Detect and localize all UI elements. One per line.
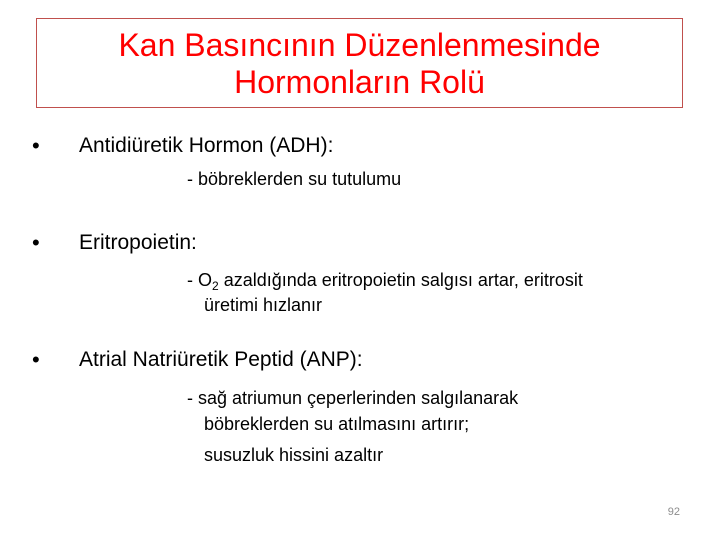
bullet-anp — [32, 346, 363, 374]
bullet-marker: • — [32, 347, 40, 372]
anp-description-line-2: böbreklerden su atılmasını artırır; — [204, 414, 470, 434]
bullet-marker: • — [32, 230, 40, 255]
bullet-heading-adh: Antidiüretik Hormon (ADH): — [79, 134, 334, 157]
adh-description: - böbreklerden su tutulumu — [187, 169, 402, 189]
page-number: 92 — [667, 506, 680, 518]
bullet-heading-anp: Atrial Natriüretik Peptid (ANP): — [79, 348, 363, 371]
bullet-heading-eritropoietin: Eritropoietin: — [79, 231, 197, 254]
eritropoietin-prefix: - O — [187, 270, 212, 290]
slide-title-line-2: Hormonların Rolü — [234, 64, 485, 100]
eritropoietin-suffix: azaldığında eritropoietin salgısı artar, eritrosit — [218, 270, 583, 290]
eritropoietin-description-line-2: üretimi hızlanır — [204, 295, 323, 315]
eritropoietin-description-line-1 — [187, 268, 583, 292]
anp-description-line-1: - sağ atriumun çeperlerinden salgılanarak — [187, 388, 519, 408]
bullet-marker: • — [32, 133, 40, 158]
bullet-eritropoietin — [32, 229, 197, 257]
anp-description-line-3: susuzluk hissini azaltır — [204, 445, 384, 465]
slide-title-line-1: Kan Basıncının Düzenlenmesinde — [118, 27, 601, 63]
slide-title-box — [36, 18, 683, 108]
bullet-adh — [32, 132, 333, 160]
oxygen-subscript: 2 — [212, 279, 219, 293]
